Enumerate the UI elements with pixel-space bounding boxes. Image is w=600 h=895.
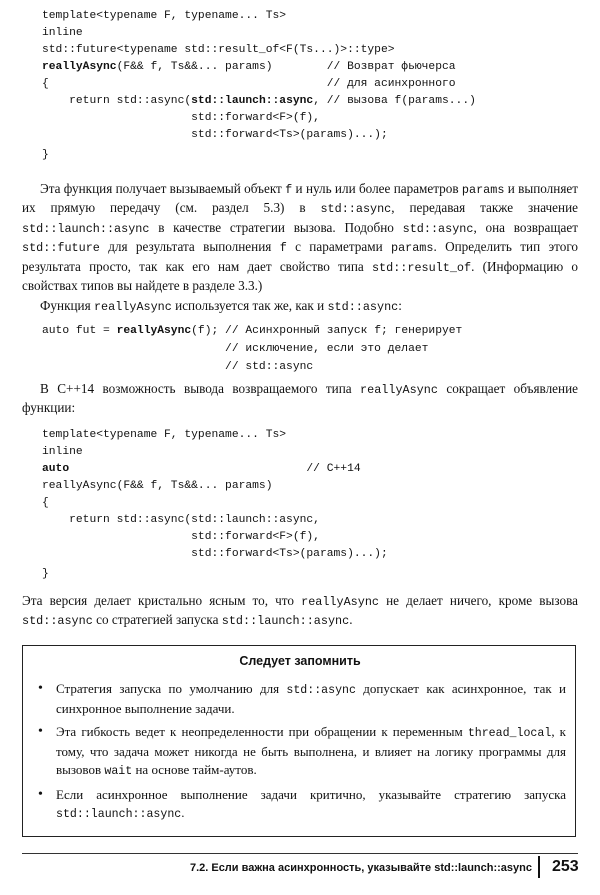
code-line: std::forward<Ts>(params)...); bbox=[42, 548, 388, 560]
code-line: { bbox=[42, 497, 49, 509]
text: Эта версия делает кристально ясным то, что bbox=[22, 593, 302, 608]
text: на основе тайм-аутов. bbox=[132, 762, 257, 777]
remember-box-title: Следует запомнить bbox=[239, 654, 361, 668]
inline-code: params bbox=[461, 183, 505, 197]
remember-item-text bbox=[56, 723, 566, 781]
inline-code: reallyAsync bbox=[301, 595, 379, 609]
code-line: std::forward<F>(f), bbox=[42, 531, 320, 543]
inline-code: std::result_of bbox=[371, 260, 472, 275]
paragraph-4 bbox=[22, 592, 578, 631]
text: Эта функция получает вызываемый объект bbox=[40, 181, 286, 196]
bullet-icon: • bbox=[38, 724, 43, 739]
inline-code: f bbox=[285, 183, 293, 197]
code-line: // исключение, если это делает bbox=[42, 343, 429, 355]
text: с параметрами bbox=[286, 239, 391, 255]
inline-code: thread_local bbox=[467, 727, 552, 740]
inline-code: std::async bbox=[402, 221, 474, 236]
footer-rule bbox=[22, 853, 578, 854]
code-line: return std::async(std::launch::async, // вызова f(params...) bbox=[42, 95, 476, 107]
text: и выполняет их прямую передачу (см. раздел 5.3) в bbox=[22, 181, 578, 216]
paragraph-3 bbox=[22, 380, 578, 418]
inline-code: f bbox=[279, 241, 287, 256]
code-line: auto // C++14 bbox=[42, 463, 361, 475]
code-line: reallyAsync(F&& f, Ts&&... params) // Возврат фьючерса bbox=[42, 61, 456, 73]
inline-code: std::launch::async bbox=[221, 614, 350, 629]
text: . bbox=[181, 805, 185, 820]
code-line: } bbox=[42, 149, 49, 161]
text: Эта гибкость ведет к неопределенности при обращении к переменным bbox=[56, 724, 468, 739]
code-line: return std::async(std::launch::async, bbox=[42, 514, 320, 526]
text: Функция bbox=[40, 298, 94, 313]
footer-divider bbox=[538, 856, 540, 878]
text: Если асинхронное выполнение задачи критично, указывайте стратегию запуска bbox=[56, 787, 566, 802]
text: , передавая также значение bbox=[391, 200, 579, 216]
code-line: inline bbox=[42, 27, 83, 39]
code-line: // std::async bbox=[42, 361, 314, 373]
inline-code: std::launch::async bbox=[56, 808, 182, 821]
remember-box bbox=[22, 645, 576, 837]
inline-code: std::async bbox=[320, 202, 392, 217]
page-number: 253 bbox=[552, 858, 579, 875]
text: сокращает объявление функции: bbox=[22, 381, 578, 416]
text: не делает ничего, кроме вызова bbox=[378, 593, 578, 608]
code-line: std::future<typename std::result_of<F(Ts...)>::type> bbox=[42, 44, 395, 56]
text: В C++14 возможность вывода возвращаемого типа bbox=[40, 381, 361, 396]
remember-item-text bbox=[56, 786, 566, 824]
inline-code: params bbox=[390, 241, 434, 256]
bullet-icon: • bbox=[38, 681, 43, 696]
paragraph-1 bbox=[22, 180, 578, 295]
text: : bbox=[398, 298, 402, 313]
code-line: std::forward<F>(f), bbox=[42, 112, 320, 124]
inline-code: std::async bbox=[327, 300, 399, 314]
inline-code: std::async bbox=[22, 614, 93, 629]
code-line: inline bbox=[42, 446, 83, 458]
code-line: reallyAsync(F&& f, Ts&&... params) bbox=[42, 480, 273, 492]
inline-code: std::async bbox=[286, 684, 356, 697]
inline-code: std::future bbox=[22, 241, 100, 256]
inline-code: reallyAsync bbox=[93, 300, 172, 314]
text: и нуль или более параметров bbox=[292, 181, 462, 196]
text: допускает как асинхронное, так и синхронное выполнение задачи. bbox=[56, 681, 566, 716]
code-line: template<typename F, typename... Ts> bbox=[42, 10, 287, 22]
remember-item-text bbox=[56, 680, 566, 718]
text: со стратегией запуска bbox=[92, 612, 222, 628]
text: Стратегия запуска по умолчанию для bbox=[56, 681, 287, 696]
inline-code: std::launch::async bbox=[22, 221, 150, 236]
text: для результата выполнения bbox=[99, 239, 280, 255]
inline-code: wait bbox=[104, 765, 133, 778]
inline-code: reallyAsync bbox=[360, 383, 438, 397]
code-line: } bbox=[42, 568, 49, 580]
code-line: std::forward<Ts>(params)...); bbox=[42, 129, 388, 141]
paragraph-2 bbox=[22, 297, 578, 316]
text: используется так же, как и bbox=[171, 298, 328, 313]
code-line: template<typename F, typename... Ts> bbox=[42, 429, 287, 441]
bullet-icon: • bbox=[38, 787, 43, 802]
text: . Определить тип этого результата просто, так как его нам дает свойство типа bbox=[22, 239, 579, 274]
text: в качестве стратегии вызова. Подобно bbox=[149, 219, 403, 235]
text: . bbox=[349, 612, 353, 628]
text: , к тому, что задача может никогда не быть выполнена, и влияет на логику программы для вызовов bbox=[56, 724, 567, 777]
code-line: auto fut = reallyAsync(f); // Асинхронный запуск f; генерирует bbox=[42, 325, 463, 337]
code-line: { // для асинхронного bbox=[42, 78, 456, 90]
text: , она возвращает bbox=[473, 219, 578, 235]
footer-section-title: 7.2. Если важна асинхронность, указывайте std::launch::async bbox=[189, 862, 532, 874]
text: . (Информацию о свойствах типов вы найдете в разделе 3.3.) bbox=[22, 258, 578, 294]
